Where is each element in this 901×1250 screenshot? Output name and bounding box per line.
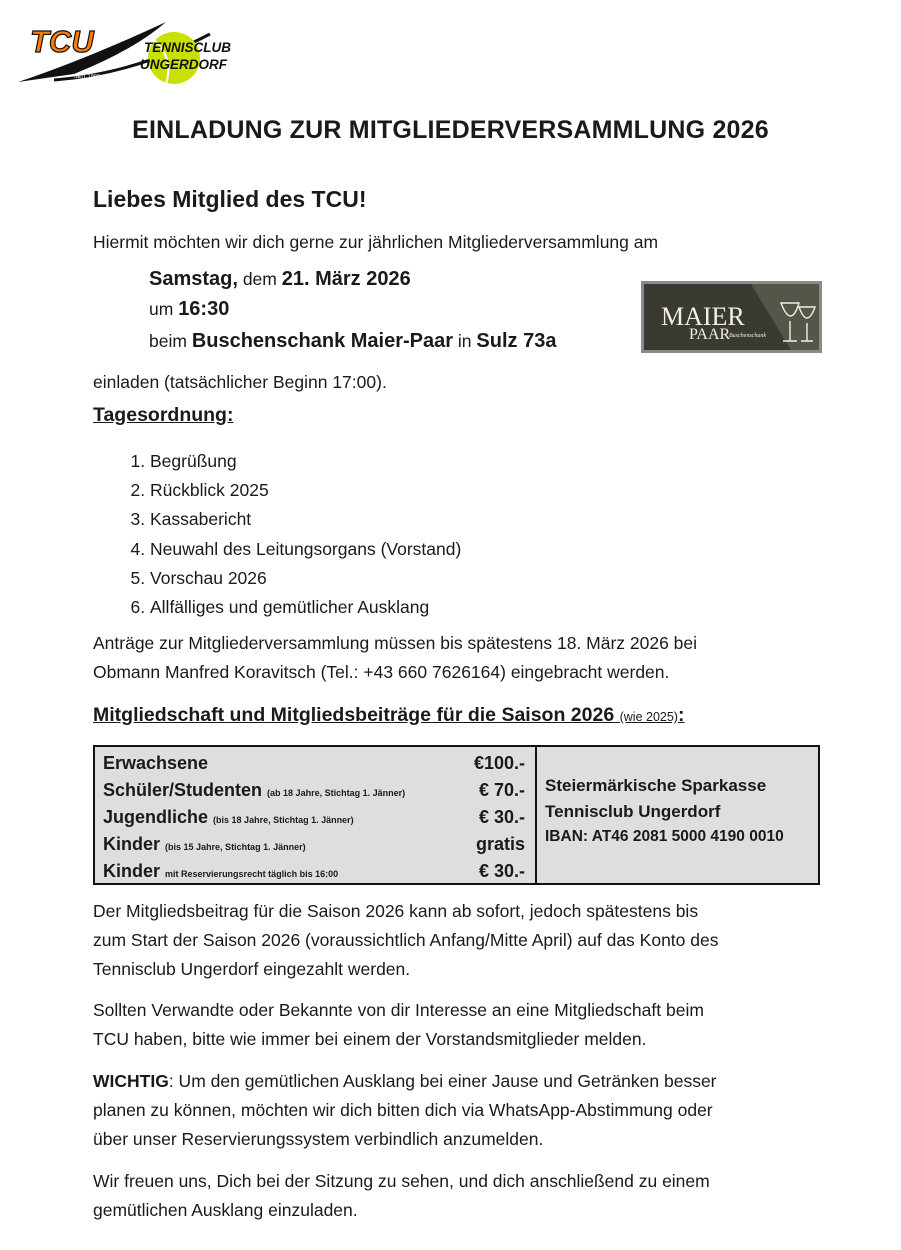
agenda-heading: Tagesordnung: xyxy=(93,404,234,426)
agenda-item: 2. Rückblick 2025 xyxy=(150,476,461,505)
fee-amount: € 70.- xyxy=(478,780,525,800)
fee-note: (bis 15 Jahre, Stichtag 1. Jänner) xyxy=(165,842,306,852)
beitrag-line2: zum Start der Saison 2026 (voraussichtlich Anfang/Mitte April) auf das Konto des xyxy=(93,930,719,950)
event-date xyxy=(149,268,411,291)
account-holder: Tennisclub Ungerdorf xyxy=(545,801,721,821)
fee-label: Kinder xyxy=(103,861,161,881)
fees-heading-note: (wie 2025) xyxy=(619,710,678,724)
fee-amount: € 30.- xyxy=(478,861,525,881)
logo-since: SEIT 1990 xyxy=(74,74,100,80)
wichtig-line1 xyxy=(93,1067,717,1097)
agenda-item: 1. Begrüßung xyxy=(150,447,461,476)
event-beim: beim xyxy=(149,331,187,351)
event-in: in xyxy=(457,331,472,351)
iban: IBAN: AT46 2081 5000 4190 0010 xyxy=(545,828,784,845)
fee-label: Kinder xyxy=(103,834,161,854)
antraege-line1: Anträge zur Mitgliederversammlung müssen bis spätestens 18. März 2026 bei xyxy=(93,633,698,653)
fee-note: (ab 18 Jahre, Stichtag 1. Jänner) xyxy=(267,788,406,798)
agenda-list xyxy=(93,447,461,622)
event-address: Sulz 73a xyxy=(476,330,557,352)
agenda-item: 4. Neuwahl des Leitungsorgans (Vorstand) xyxy=(150,535,461,564)
fees-list xyxy=(95,747,537,883)
einladen-text: einladen (tatsächlicher Beginn 17:00). xyxy=(93,372,387,392)
event-date-value: 21. März 2026 xyxy=(281,268,411,290)
logo-line1: TENNISCLUB xyxy=(144,40,231,55)
fee-row xyxy=(103,777,525,804)
wichtig-line2: planen zu können, möchten wir dich bitten dich via WhatsApp-Abstimmung oder xyxy=(93,1100,713,1120)
beitrag-line1: Der Mitgliedsbeitrag für die Saison 2026 kann ab sofort, jedoch spätestens bis xyxy=(93,901,699,921)
fee-row xyxy=(103,750,525,777)
closing-line2: gemütlichen Ausklang einzuladen. xyxy=(93,1200,358,1220)
agenda-item: 3. Kassabericht xyxy=(150,505,461,534)
page-title: EINLADUNG ZUR MITGLIEDERVERSAMMLUNG 2026 xyxy=(132,116,769,144)
wichtig-line3: über unser Reservierungssystem verbindlich anzumelden. xyxy=(93,1129,544,1149)
fees-heading xyxy=(93,704,684,727)
fees-heading-text: Mitgliedschaft und Mitgliedsbeiträge für die Saison 2026 xyxy=(93,704,615,726)
event-time xyxy=(149,298,229,321)
venue-logo-sub: Buschenschank xyxy=(729,333,766,339)
fees-table xyxy=(93,745,820,885)
greeting: Liebes Mitglied des TCU! xyxy=(93,186,367,212)
event-venue xyxy=(149,330,556,353)
beitrag-line3: Tennisclub Ungerdorf eingezahlt werden. xyxy=(93,959,411,979)
venue-logo-word1: MAIER xyxy=(661,302,745,331)
venue-logo xyxy=(641,281,822,353)
agenda-item: 6. Allfälliges und gemütlicher Ausklang xyxy=(150,593,461,622)
fee-row xyxy=(103,858,525,885)
event-um: um xyxy=(149,299,174,319)
fee-row xyxy=(103,831,525,858)
event-dem: dem xyxy=(242,269,277,289)
event-venue-name: Buschenschank Maier-Paar xyxy=(191,330,454,352)
antraege-line2: Obmann Manfred Koravitsch (Tel.: +43 660 7626164) eingebracht werden. xyxy=(93,662,670,682)
fee-row xyxy=(103,804,525,831)
fees-heading-colon: : xyxy=(677,704,685,726)
event-time-value: 16:30 xyxy=(178,298,230,320)
verwandte-line2: TCU haben, bitte wie immer bei einem der Vorstandsmitglieder melden. xyxy=(93,1029,647,1049)
logo-line2: UNGERDORF xyxy=(140,57,227,72)
event-day: Samstag, xyxy=(149,268,238,290)
fee-label: Erwachsene xyxy=(103,753,209,773)
bank-name: Steiermärkische Sparkasse xyxy=(545,776,767,795)
closing-line1: Wir freuen uns, Dich bei der Sitzung zu sehen, und dich anschließend zu einem xyxy=(93,1171,710,1191)
fee-amount: € 30.- xyxy=(478,807,525,827)
agenda-item: 5. Vorschau 2026 xyxy=(150,564,461,593)
wichtig-label: WICHTIG xyxy=(93,1071,169,1091)
bank-details xyxy=(545,773,784,850)
fee-amount: gratis xyxy=(475,834,525,854)
fee-label: Jugendliche xyxy=(103,807,209,827)
fee-label: Schüler/Studenten xyxy=(103,780,263,800)
fee-note: mit Reservierungsrecht täglich bis 16:00 xyxy=(165,869,339,879)
fee-note: (bis 18 Jahre, Stichtag 1. Jänner) xyxy=(213,815,354,825)
verwandte-line1: Sollten Verwandte oder Bekannte von dir Interesse an eine Mitgliedschaft beim xyxy=(93,1000,704,1020)
club-logo xyxy=(14,14,270,88)
intro-text: Hiermit möchten wir dich gerne zur jährlichen Mitgliederversammlung am xyxy=(93,232,659,252)
logo-abbr: TCU xyxy=(30,24,94,59)
wichtig-text: : Um den gemütlichen Ausklang bei einer Jause und Getränken besser xyxy=(168,1071,717,1091)
fee-amount: €100.- xyxy=(473,753,525,773)
venue-logo-word2: PAAR xyxy=(689,326,731,343)
